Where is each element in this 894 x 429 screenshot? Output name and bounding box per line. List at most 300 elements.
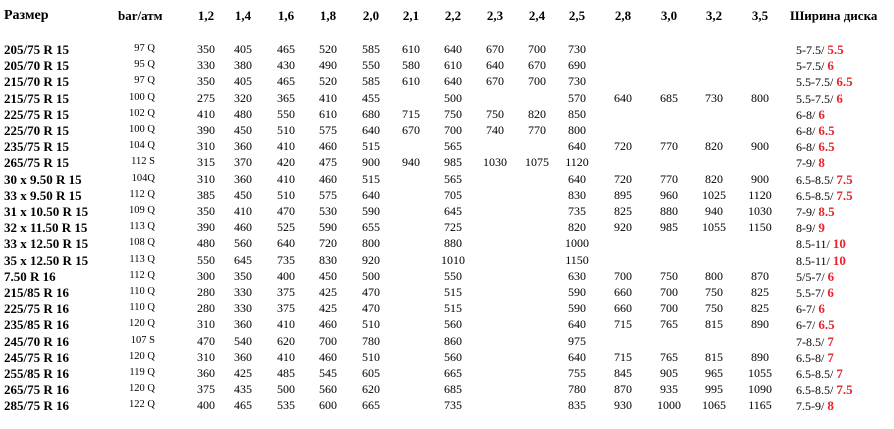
- recommended-rim-width: 7.5: [836, 188, 853, 203]
- rim-width-range: 5/5-7/: [796, 270, 825, 284]
- load-value: 640: [277, 236, 295, 250]
- load-value: 485: [277, 366, 295, 380]
- load-value: 780: [568, 382, 586, 396]
- load-value: 900: [751, 172, 769, 186]
- load-value: 400: [277, 269, 295, 283]
- load-value: 800: [568, 123, 586, 137]
- rim-width-range: 6-8/: [796, 140, 816, 154]
- load-value: 975: [568, 334, 586, 348]
- load-value: 585: [362, 74, 380, 88]
- load-value: 660: [614, 301, 632, 315]
- load-value: 310: [197, 317, 215, 331]
- load-value: 500: [277, 382, 295, 396]
- load-value: 880: [444, 236, 462, 250]
- rim-width: [796, 205, 835, 218]
- load-value: 815: [705, 317, 723, 331]
- recommended-rim-width: 6: [827, 58, 834, 73]
- load-value: 420: [277, 155, 295, 169]
- recommended-rim-width: 6: [836, 91, 843, 106]
- load-value: 1065: [702, 398, 726, 412]
- tire-size: 265/75 R 16: [4, 382, 69, 397]
- load-value: 560: [234, 236, 252, 250]
- load-value: 640: [568, 139, 586, 153]
- load-value: 640: [568, 317, 586, 331]
- load-value: 425: [234, 366, 252, 380]
- load-value: 460: [319, 139, 337, 153]
- load-value: 1150: [748, 220, 772, 234]
- load-value: 730: [705, 91, 723, 105]
- rim-width: [796, 254, 846, 267]
- load-value: 425: [319, 285, 337, 299]
- load-value: 905: [660, 366, 678, 380]
- load-speed-index: 120 Q: [129, 383, 155, 394]
- load-value: 380: [234, 58, 252, 72]
- recommended-rim-width: 6.5: [818, 317, 835, 332]
- load-value: 460: [234, 220, 252, 234]
- recommended-rim-width: 6: [827, 285, 834, 300]
- load-value: 620: [362, 382, 380, 396]
- pressure-header-3-5: 3,5: [751, 8, 769, 23]
- pressure-header-3-0: 3,0: [660, 8, 678, 23]
- rim-width: [796, 351, 834, 364]
- tire-size: 35 x 12.50 R 15: [4, 253, 89, 268]
- pressure-header-2-0: 2,0: [362, 8, 380, 23]
- load-value: 560: [319, 382, 337, 396]
- load-value: 770: [660, 139, 678, 153]
- load-value: 590: [568, 285, 586, 299]
- load-value: 450: [234, 123, 252, 137]
- load-value: 1090: [748, 382, 772, 396]
- pressure-header-2-5: 2,5: [568, 8, 586, 23]
- rim-width-column-header: Ширина диска: [790, 8, 878, 23]
- load-value: 820: [568, 220, 586, 234]
- load-value: 515: [444, 301, 462, 315]
- load-value: 940: [705, 204, 723, 218]
- load-value: 960: [660, 188, 678, 202]
- load-speed-index: 122 Q: [129, 399, 155, 410]
- load-value: 430: [277, 58, 295, 72]
- load-value: 360: [234, 139, 252, 153]
- load-value: 375: [197, 382, 215, 396]
- load-value: 1010: [441, 253, 465, 267]
- load-value: 375: [277, 301, 295, 315]
- load-value: 770: [528, 123, 546, 137]
- load-value: 685: [444, 382, 462, 396]
- load-speed-index: 119 Q: [129, 367, 155, 378]
- load-value: 835: [568, 398, 586, 412]
- load-value: 820: [528, 107, 546, 121]
- load-value: 590: [319, 220, 337, 234]
- tire-size: 30 x 9.50 R 15: [4, 172, 82, 187]
- load-value: 665: [444, 366, 462, 380]
- load-value: 800: [751, 91, 769, 105]
- load-value: 665: [362, 398, 380, 412]
- recommended-rim-width: 7.5: [836, 172, 853, 187]
- load-value: 410: [319, 91, 337, 105]
- load-value: 515: [444, 285, 462, 299]
- load-value: 765: [660, 350, 678, 364]
- load-value: 750: [705, 301, 723, 315]
- load-value: 410: [197, 107, 215, 121]
- rim-width-range: 7-8.5/: [796, 335, 825, 349]
- load-value: 360: [234, 350, 252, 364]
- load-speed-index: 120 Q: [129, 351, 155, 362]
- tire-size: 265/75 R 15: [4, 155, 69, 170]
- load-value: 700: [319, 334, 337, 348]
- rim-width-range: 7.5-9/: [796, 399, 825, 413]
- load-value: 1055: [748, 366, 772, 380]
- rim-width-range: 5.5-7.5/: [796, 92, 834, 106]
- load-value: 410: [277, 172, 295, 186]
- load-value: 470: [362, 301, 380, 315]
- load-value: 940: [402, 155, 420, 169]
- load-value: 365: [277, 91, 295, 105]
- load-value: 1055: [702, 220, 726, 234]
- load-value: 575: [319, 123, 337, 137]
- load-value: 510: [277, 123, 295, 137]
- load-value: 735: [277, 253, 295, 267]
- load-value: 320: [234, 91, 252, 105]
- load-value: 820: [705, 139, 723, 153]
- load-value: 280: [197, 285, 215, 299]
- load-value: 820: [705, 172, 723, 186]
- load-value: 780: [362, 334, 380, 348]
- load-value: 550: [444, 269, 462, 283]
- load-value: 560: [444, 317, 462, 331]
- rim-width: [796, 173, 853, 186]
- recommended-rim-width: 7.5: [836, 382, 853, 397]
- pressure-header-1-2: 1,2: [197, 8, 215, 23]
- recommended-rim-width: 7: [827, 350, 834, 365]
- load-value: 400: [197, 398, 215, 412]
- load-value: 350: [197, 204, 215, 218]
- rim-width: [796, 221, 825, 234]
- load-value: 755: [568, 366, 586, 380]
- load-value: 750: [660, 269, 678, 283]
- load-value: 610: [319, 107, 337, 121]
- load-value: 735: [568, 204, 586, 218]
- load-value: 275: [197, 91, 215, 105]
- rim-width: [796, 318, 835, 331]
- load-value: 655: [362, 220, 380, 234]
- load-value: 435: [234, 382, 252, 396]
- recommended-rim-width: 6.5: [818, 123, 835, 138]
- load-value: 640: [486, 58, 504, 72]
- load-value: 880: [660, 204, 678, 218]
- load-value: 1000: [657, 398, 681, 412]
- load-value: 590: [568, 301, 586, 315]
- load-value: 670: [486, 74, 504, 88]
- tire-size: 215/70 R 15: [4, 74, 69, 89]
- rim-width: [796, 302, 825, 315]
- load-value: 375: [277, 285, 295, 299]
- pressure-header-2-1: 2,1: [402, 8, 420, 23]
- rim-width: [796, 286, 834, 299]
- load-value: 520: [319, 74, 337, 88]
- load-value: 330: [197, 58, 215, 72]
- load-speed-index: 113 Q: [129, 254, 155, 265]
- load-value: 580: [402, 58, 420, 72]
- load-value: 700: [444, 123, 462, 137]
- tire-size: 235/85 R 16: [4, 317, 69, 332]
- rim-width-range: 8.5-11/: [796, 237, 830, 251]
- load-value: 770: [660, 172, 678, 186]
- rim-width-range: 6-7/: [796, 302, 816, 316]
- load-value: 405: [234, 42, 252, 56]
- load-value: 765: [660, 317, 678, 331]
- load-value: 630: [568, 269, 586, 283]
- load-value: 610: [402, 74, 420, 88]
- load-value: 965: [705, 366, 723, 380]
- load-value: 330: [234, 285, 252, 299]
- tire-size: 31 x 10.50 R 15: [4, 204, 89, 219]
- load-value: 510: [362, 317, 380, 331]
- load-value: 640: [568, 172, 586, 186]
- load-value: 640: [444, 74, 462, 88]
- rim-width: [796, 92, 843, 105]
- load-value: 640: [444, 42, 462, 56]
- load-value: 685: [660, 91, 678, 105]
- load-value: 310: [197, 172, 215, 186]
- load-value: 475: [319, 155, 337, 169]
- load-value: 740: [486, 123, 504, 137]
- tire-size: 7.50 R 16: [4, 269, 56, 284]
- load-value: 900: [751, 139, 769, 153]
- load-value: 310: [197, 139, 215, 153]
- load-value: 500: [362, 269, 380, 283]
- rim-width-range: 6.5-8.5/: [796, 173, 834, 187]
- load-value: 350: [197, 74, 215, 88]
- load-value: 610: [444, 58, 462, 72]
- tire-size: 245/70 R 16: [4, 334, 69, 349]
- load-value: 890: [751, 317, 769, 331]
- rim-width-range: 6.5-8.5/: [796, 367, 834, 381]
- load-value: 825: [614, 204, 632, 218]
- rim-width-range: 5-7.5/: [796, 59, 825, 73]
- load-value: 465: [234, 398, 252, 412]
- load-value: 705: [444, 188, 462, 202]
- load-value: 700: [528, 74, 546, 88]
- load-speed-index: 97 Q: [134, 75, 155, 86]
- load-value: 605: [362, 366, 380, 380]
- recommended-rim-width: 6.5: [836, 74, 853, 89]
- rim-width-range: 8-9/: [796, 221, 816, 235]
- load-value: 370: [234, 155, 252, 169]
- load-value: 830: [568, 188, 586, 202]
- load-speed-index: 110 Q: [129, 302, 155, 313]
- load-speed-index: 113 Q: [129, 221, 155, 232]
- load-value: 315: [197, 155, 215, 169]
- load-value: 500: [444, 91, 462, 105]
- recommended-rim-width: 6: [818, 107, 825, 122]
- pressure-unit-header: bar/атм: [118, 8, 163, 23]
- load-value: 985: [444, 155, 462, 169]
- load-value: 935: [660, 382, 678, 396]
- tire-size: 245/75 R 16: [4, 350, 69, 365]
- load-value: 1030: [748, 204, 772, 218]
- load-value: 825: [751, 285, 769, 299]
- load-value: 550: [362, 58, 380, 72]
- load-value: 610: [402, 42, 420, 56]
- rim-width-range: 6-7/: [796, 318, 816, 332]
- load-value: 670: [486, 42, 504, 56]
- load-speed-index: 95 Q: [134, 59, 155, 70]
- rim-width-range: 6-8/: [796, 124, 816, 138]
- pressure-header-2-8: 2,8: [614, 8, 632, 23]
- load-value: 460: [319, 350, 337, 364]
- load-value: 465: [277, 74, 295, 88]
- recommended-rim-width: 10: [832, 236, 846, 251]
- load-value: 1165: [748, 398, 772, 412]
- rim-width: [796, 335, 834, 348]
- load-value: 360: [197, 366, 215, 380]
- load-value: 470: [277, 204, 295, 218]
- load-value: 510: [362, 350, 380, 364]
- load-value: 1025: [702, 188, 726, 202]
- tire-size: 285/75 R 16: [4, 398, 69, 413]
- load-value: 1120: [748, 188, 772, 202]
- load-value: 850: [568, 107, 586, 121]
- load-value: 490: [319, 58, 337, 72]
- load-value: 405: [234, 74, 252, 88]
- load-value: 590: [362, 204, 380, 218]
- tire-size: 205/70 R 15: [4, 58, 69, 73]
- load-value: 930: [614, 398, 632, 412]
- load-value: 425: [319, 301, 337, 315]
- load-value: 360: [234, 317, 252, 331]
- load-value: 480: [234, 107, 252, 121]
- rim-width: [796, 43, 844, 56]
- load-value: 515: [362, 139, 380, 153]
- load-value: 540: [234, 334, 252, 348]
- tire-size: 205/75 R 15: [4, 42, 69, 57]
- load-value: 715: [402, 107, 420, 121]
- load-value: 360: [234, 172, 252, 186]
- load-value: 520: [319, 42, 337, 56]
- recommended-rim-width: 9: [818, 220, 825, 235]
- load-value: 700: [614, 269, 632, 283]
- recommended-rim-width: 6: [827, 269, 835, 284]
- load-value: 660: [614, 285, 632, 299]
- rim-width: [796, 270, 834, 283]
- load-value: 410: [277, 317, 295, 331]
- load-value: 510: [277, 188, 295, 202]
- load-value: 680: [362, 107, 380, 121]
- load-value: 350: [197, 42, 215, 56]
- load-value: 815: [705, 350, 723, 364]
- recommended-rim-width: 5.5: [827, 42, 844, 57]
- rim-width: [796, 189, 853, 202]
- load-value: 750: [486, 107, 504, 121]
- load-speed-index: 112 Q: [129, 270, 155, 281]
- tire-size: 225/75 R 15: [4, 107, 69, 122]
- tire-size: 255/85 R 16: [4, 366, 69, 381]
- tire-size: 235/75 R 15: [4, 139, 69, 154]
- load-value: 410: [277, 350, 295, 364]
- load-value: 640: [614, 91, 632, 105]
- load-value: 455: [362, 91, 380, 105]
- load-value: 870: [751, 269, 769, 283]
- load-value: 720: [319, 236, 337, 250]
- load-value: 550: [277, 107, 295, 121]
- load-speed-index: 104 Q: [129, 140, 155, 151]
- size-column-header: Размер: [4, 8, 49, 23]
- tire-size: 225/70 R 15: [4, 123, 69, 138]
- pressure-header-3-2: 3,2: [705, 8, 723, 23]
- load-value: 700: [660, 301, 678, 315]
- tire-size: 33 x 12.50 R 15: [4, 236, 89, 251]
- load-value: 715: [614, 317, 632, 331]
- recommended-rim-width: 8: [818, 155, 825, 170]
- load-value: 470: [362, 285, 380, 299]
- rim-width: [796, 140, 835, 153]
- load-value: 920: [614, 220, 632, 234]
- load-value: 570: [568, 91, 586, 105]
- load-value: 845: [614, 366, 632, 380]
- load-value: 720: [614, 139, 632, 153]
- load-value: 890: [751, 350, 769, 364]
- load-value: 600: [319, 398, 337, 412]
- load-value: 985: [660, 220, 678, 234]
- load-value: 720: [614, 172, 632, 186]
- rim-width-range: 6.5-8/: [796, 351, 825, 365]
- recommended-rim-width: 8.5: [818, 204, 835, 219]
- load-speed-index: 120 Q: [129, 318, 155, 329]
- load-value: 390: [197, 220, 215, 234]
- load-value: 565: [444, 172, 462, 186]
- load-value: 920: [362, 253, 380, 267]
- load-value: 310: [197, 350, 215, 364]
- load-value: 800: [362, 236, 380, 250]
- recommended-rim-width: 8: [827, 398, 834, 413]
- load-value: 870: [614, 382, 632, 396]
- recommended-rim-width: 6: [818, 301, 825, 316]
- load-value: 735: [444, 398, 462, 412]
- load-value: 645: [234, 253, 252, 267]
- load-speed-index: 100 Q: [129, 124, 155, 135]
- tire-size: 215/75 R 15: [4, 91, 69, 106]
- rim-width: [796, 75, 853, 88]
- pressure-header-2-3: 2,3: [486, 8, 504, 23]
- rim-width-range: 6-8/: [796, 108, 816, 122]
- pressure-header-2-2: 2,2: [444, 8, 462, 23]
- load-value: 640: [362, 188, 380, 202]
- load-speed-index: 97 Q: [134, 43, 155, 54]
- rim-width: [796, 124, 835, 137]
- load-value: 700: [660, 285, 678, 299]
- load-value: 560: [444, 350, 462, 364]
- load-value: 750: [444, 107, 462, 121]
- rim-width: [796, 156, 825, 169]
- tire-size: 215/85 R 16: [4, 285, 69, 300]
- load-value: 575: [319, 188, 337, 202]
- load-value: 725: [444, 220, 462, 234]
- pressure-header-2-4: 2,4: [528, 8, 546, 23]
- load-value: 390: [197, 123, 215, 137]
- load-value: 1075: [525, 155, 549, 169]
- rim-width: [796, 383, 853, 396]
- load-value: 730: [568, 74, 586, 88]
- load-speed-index: 107 S: [130, 335, 155, 346]
- load-value: 900: [362, 155, 380, 169]
- recommended-rim-width: 6.5: [818, 139, 835, 154]
- load-speed-index: 109 Q: [129, 205, 155, 216]
- load-value: 410: [234, 204, 252, 218]
- rim-width: [796, 59, 834, 72]
- load-value: 690: [568, 58, 586, 72]
- load-value: 995: [705, 382, 723, 396]
- rim-width-range: 5-7.5/: [796, 43, 825, 57]
